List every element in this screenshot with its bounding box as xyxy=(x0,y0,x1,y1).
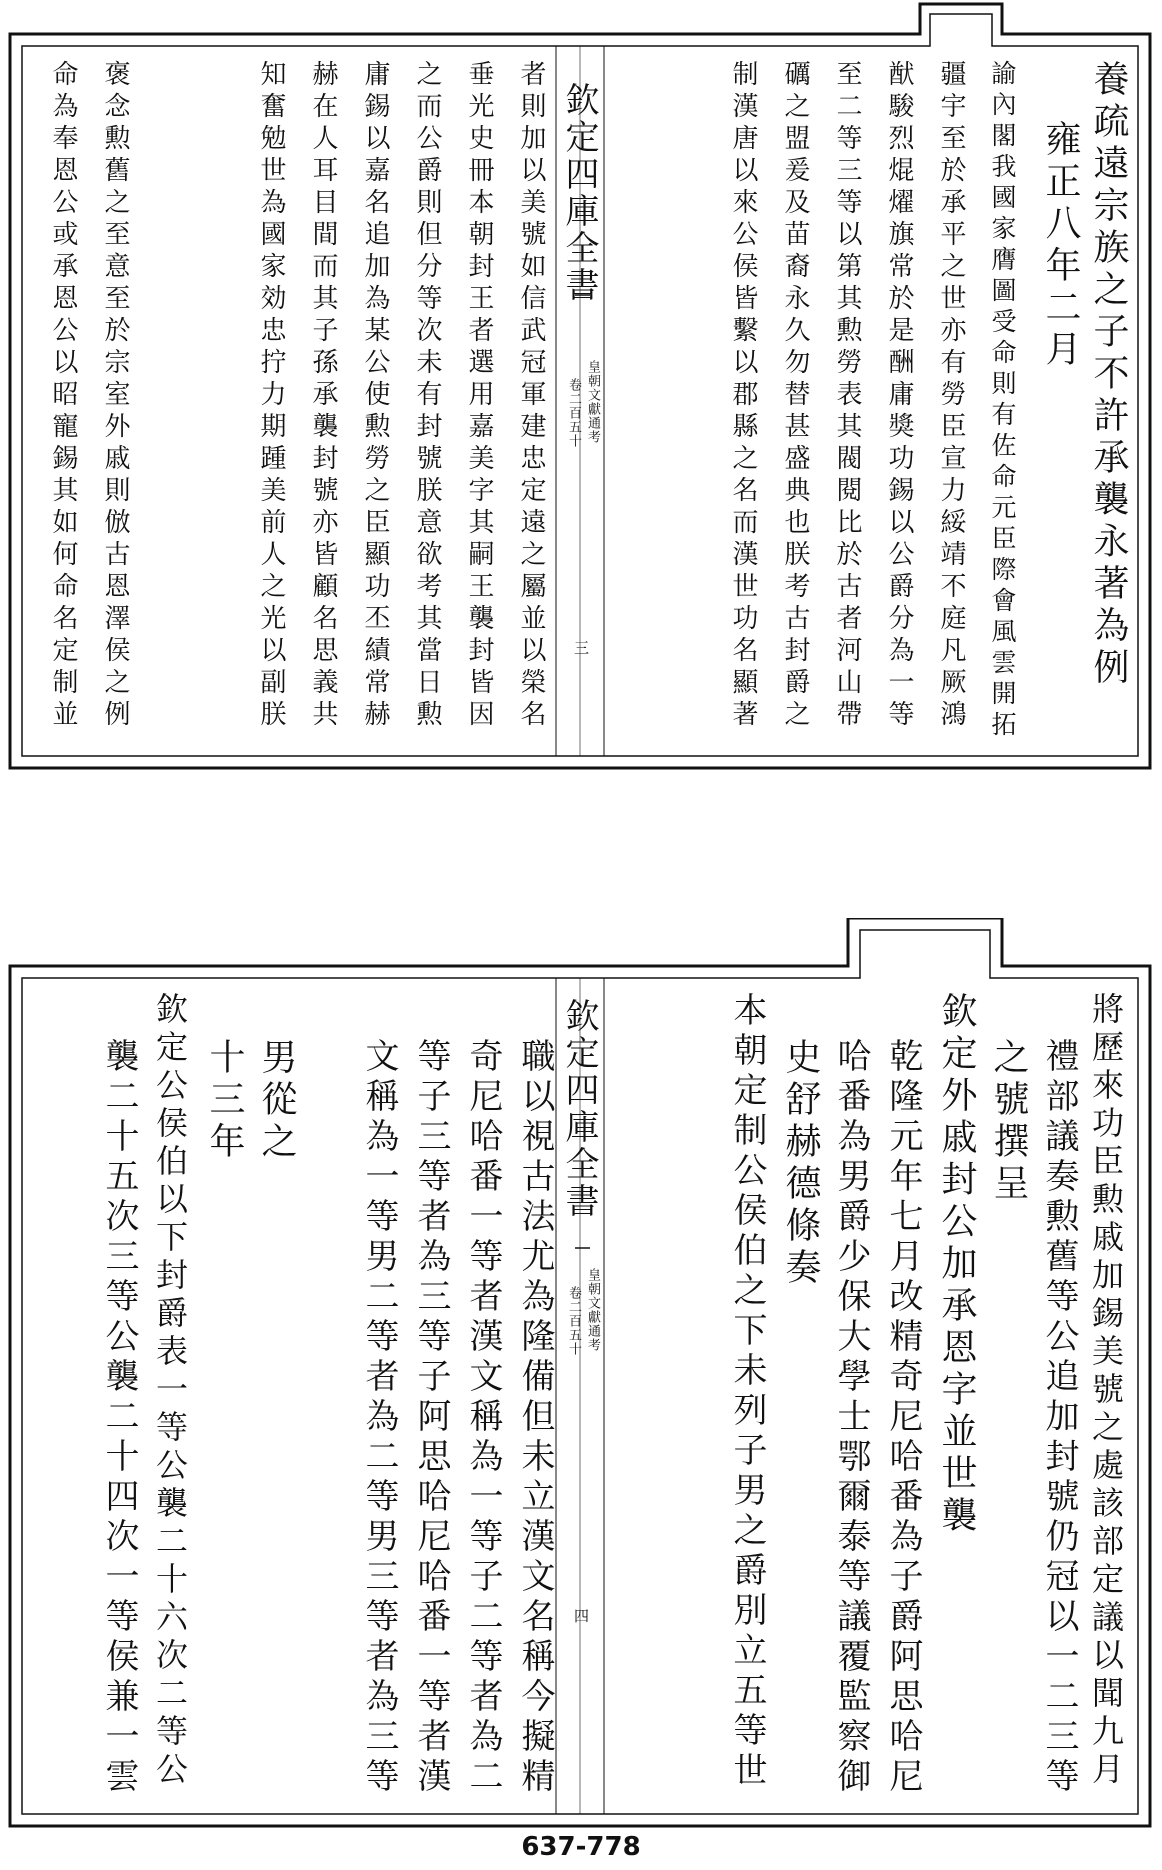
bottom-page-column: 襲二十五次三等公襲二十四次一等侯兼一雲 xyxy=(99,1038,139,1798)
bottom-page-column: 禮部議奏勲舊等公追加封號仍冠以一二三等 xyxy=(1039,1038,1079,1798)
top-center-source: 皇朝文獻通考 xyxy=(585,360,600,444)
top-page-column: 命為奉恩公或承恩公以昭寵錫其如何命名定制並 xyxy=(48,60,78,732)
bottom-page-column: 奇尼哈番一等者漢文稱為一等子二等者為二 xyxy=(463,1038,503,1798)
top-page-column: 諭內閣我國家膺圖受命則有佐命元臣際會風雲開拓 xyxy=(988,60,1017,742)
bottom-page-column: 之號撰呈 xyxy=(988,1038,1029,1206)
bottom-center-source: 皇朝文獻通考 xyxy=(585,1268,600,1352)
top-page-column: 褒念勲舊之至意至於宗室外戚則倣古恩澤侯之例 xyxy=(100,60,130,732)
bottom-page-column: 欽定公侯伯以下封爵表一等公襲二十六次二等公 xyxy=(151,992,189,1790)
bottom-page-number: 四 xyxy=(572,1608,590,1629)
top-page-number: 三 xyxy=(572,640,590,661)
top-page-column: 養疏遠宗族之子不許承襲永著為例 xyxy=(1088,60,1129,690)
top-page-column: 垂光史冊本朝封王者選用嘉美字其嗣王襲封皆因 xyxy=(464,60,494,732)
footer-page-code: 637-778 xyxy=(521,1832,641,1862)
bottom-page-column: 哈番為男爵少保大學士鄂爾泰等議覆監察御 xyxy=(831,1038,871,1798)
bottom-page-column: 職以視古法尤為隆備但未立漢文名稱今擬精 xyxy=(515,1038,555,1798)
top-page-column: 者則加以美號如信武冠軍建忠定遠之屬並以榮名 xyxy=(516,60,546,732)
top-page-column: 制漢唐以來公侯皆繫以郡縣之名而漢世功名顯著 xyxy=(728,60,758,732)
bottom-page-column: 文稱為一等男二等者為二等男三等者為三等 xyxy=(359,1038,399,1798)
bottom-page-column: 等子三等者為三等子阿思哈尼哈番一等者漢 xyxy=(411,1038,451,1798)
bottom-center-volume: 卷二百五十 xyxy=(566,1286,581,1356)
top-page xyxy=(0,0,1162,775)
bottom-page xyxy=(0,918,1162,1833)
top-page-column: 庸錫以嘉名追加為某公使勲勞之臣顯功丕績常赫 xyxy=(360,60,390,732)
bottom-page-column: 本朝定制公侯伯之下未列子男之爵別立五等世 xyxy=(727,992,767,1792)
top-page-column: 猷駿烈焜燿旗常於是酬庸獎功錫以公爵分為一等 xyxy=(884,60,914,732)
top-page-column: 之而公爵則但分等次未有封號朕意欲考其當日勲 xyxy=(412,60,442,732)
bottom-page-column: 男從之 xyxy=(256,1038,297,1164)
bottom-page-column: 史舒赫德條奏 xyxy=(780,1038,821,1290)
top-page-column: 礪之盟爰及苗裔永久勿替甚盛典也朕考古封爵之 xyxy=(780,60,810,732)
bottom-page-column: 將歷來功臣勲戚加錫美號之處該部定議以聞九月 xyxy=(1087,992,1125,1790)
top-page-column: 知奮勉世為國家効忠拧力期踵美前人之光以副朕 xyxy=(256,60,286,732)
top-page-column: 赫在人耳目間而其子孫承襲封號亦皆顧名思義共 xyxy=(308,60,338,732)
bottom-page-column: 乾隆元年七月改精奇尼哈番為子爵阿思哈尼 xyxy=(883,1038,923,1798)
top-page-column: 至二等三等以第其勲勞表其閥閱比於古者河山帶 xyxy=(832,60,862,732)
top-center-title: 欽定四庫全書 xyxy=(559,82,599,304)
top-page-column: 雍正八年二月 xyxy=(1040,120,1081,372)
bottom-page-column: 十三年 xyxy=(204,1038,245,1164)
bottom-center-title: 欽定四庫全書 xyxy=(559,998,599,1220)
bottom-page-column: 欽定外戚封公加承恩字並世襲 xyxy=(936,992,977,1538)
top-page-column: 疆宇至於承平之世亦有勞臣宣力綏靖不庭凡厥鴻 xyxy=(936,60,966,732)
top-center-volume: 卷二百五十 xyxy=(566,378,581,448)
